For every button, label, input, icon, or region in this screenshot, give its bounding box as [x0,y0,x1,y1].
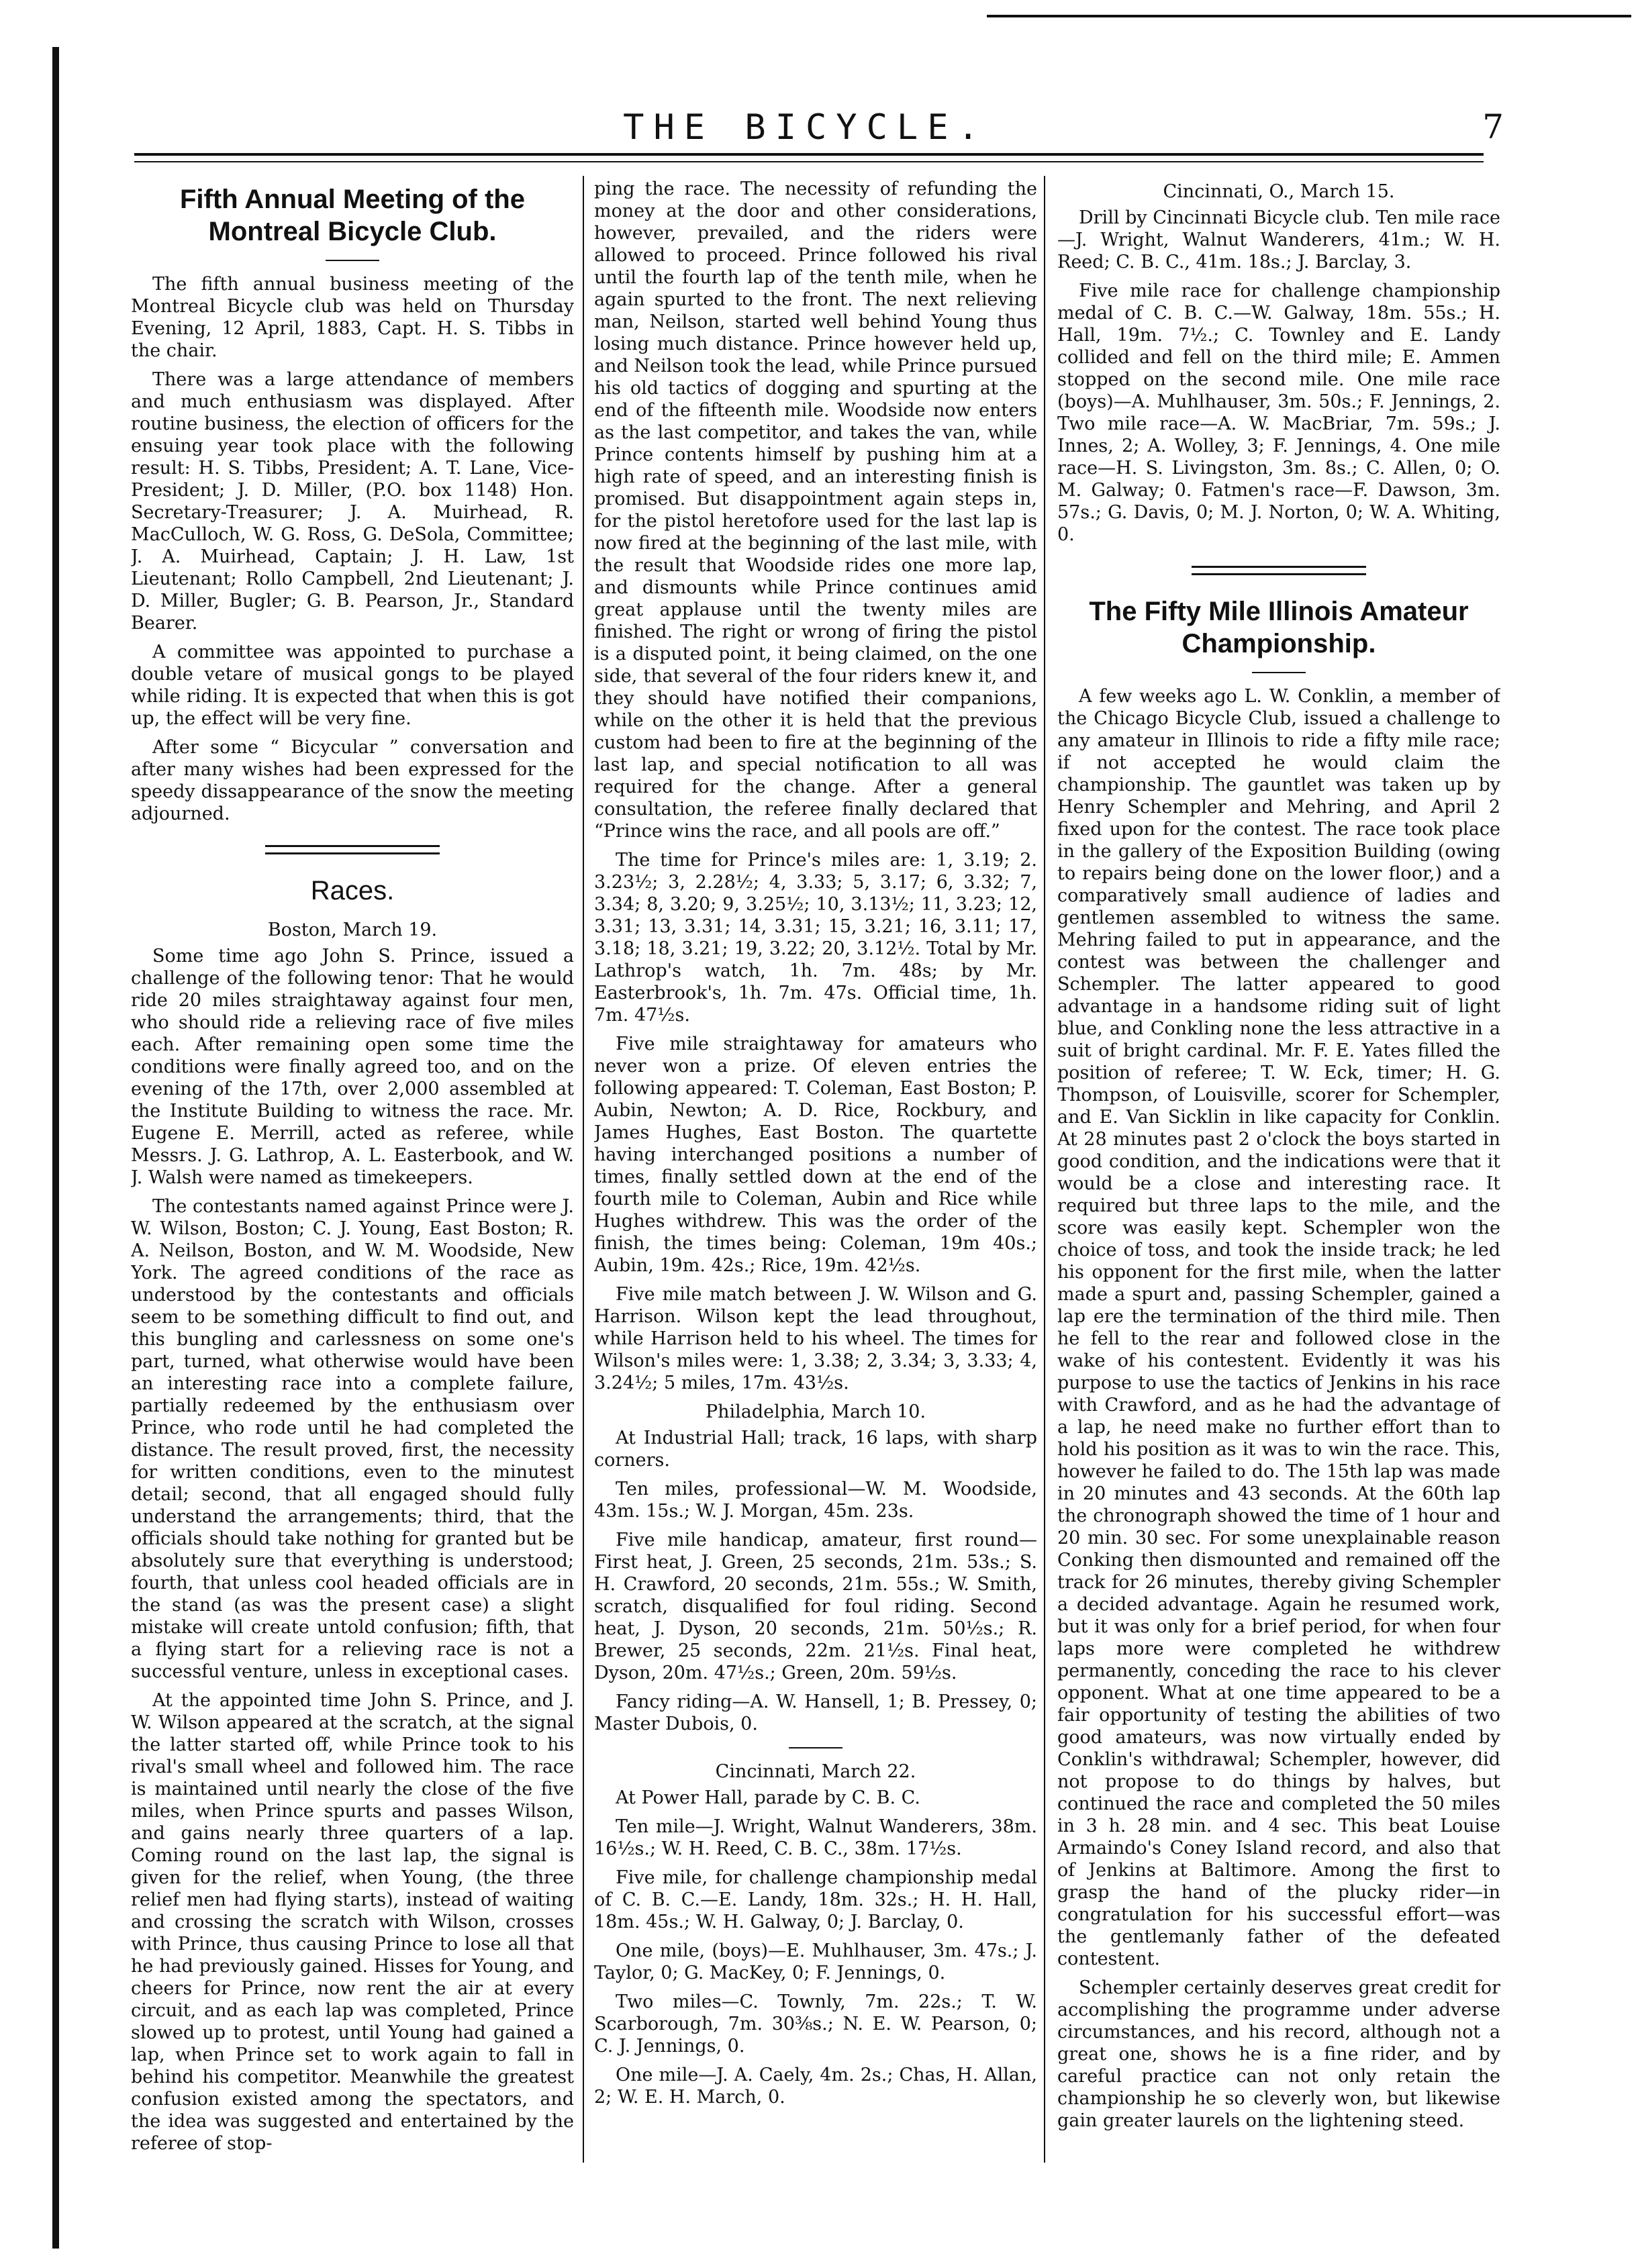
page-number: 7 [1482,107,1504,146]
paragraph: A committee was appointed to purchase a double vetare of musical gongs to be played while riding. It is expected that when this is got up, the effect will be very fine. [131,642,574,729]
section-separator [265,845,440,854]
column-2 [594,178,1037,2191]
section-separator [1192,566,1366,575]
short-rule [326,260,379,261]
paragraph: Drill by Cincinnati Bicycle club. Ten mile race—J. Wright, Walnut Wanderers, 41m.; W. H. Reed; C. B. C., 41m. 18s.; J. Barclay, 3. [1057,207,1500,273]
paragraph: ping the race. The necessity of refunding the money at the door and other considerations, however, prevailed, and the riders were allowed to proceed. Prince followed his rival until the fourth lap of the tenth mile, when he again spurted to the front. The next relieving man, Neilson, started well behind Young thus losing much distance. Prince however held up, and Neilson took the lead, while Prince pursued his old tactics of dogging and spurting at the end of the fifteenth mile. Woodside now enters as the last competitor, and takes the van, while Prince contents himself by pushing him at a high rate of speed, and an interesting finish is promised. But disappointment again steps in, for the pistol heretofore used for the last lap is now fired at the beginning of the last mile, with the result that Woodside rides one more lap, and dismounts while Prince continues amid great applause until the twenty miles are finished. The right or wrong of firing the pistol is a disputed point, it being claimed, on the one side, that several of the four riders knew it, and they should have notified their companions, while on the other it is held that the previous custom had been to fire at the beginning of the last lap, and special notification to all was required for the change. After a general consultation, the referee finally declared that “Prince wins the race, and all pools are off.” [594,179,1037,842]
section-heading: Races. [310,876,395,905]
paragraph: At the appointed time John S. Prince, and J. W. Wilson appeared at the scratch, at the signal the latter started off, while Prince took to his rival's small wheel and followed him. The race is maintained until nearly the close of the five miles, when Prince spurts and passes Wilson, and gains nearly three quarters of a lap. Coming round on the last lap, the signal is given for the relief, when Young, (the three relief men had flying starts), instead of waiting and crossing the scratch with Wilson, crosses with Prince, thus causing Prince to lose all that he had previously gained. Hisses for Young, and cheers for Prince, now rent the air at every circuit, and as each lap was completed, Prince slowed up to protest, until Young had gained a lap, when Prince set to work again to fall in behind his competitor. Meanwhile the greatest confusion existed among the spectators, and the idea was suggested and entertained by the referee of stop- [131,1690,574,2154]
short-rule [1252,672,1306,673]
paragraph: At Power Hall, parade by C. B. C. [616,1787,920,1808]
article-heading: The Fifty Mile Illinois Amateur Championship. [1089,597,1469,658]
header-rule-thick [134,153,1484,156]
paragraph: Five mile straightaway for amateurs who never won a prize. Of eleven entries the following appeared: T. Coleman, East Boston; P. Aubin, Newton; A. D. Rice, Rockbury, and James Hughes, East Boston. The quartette having interchanged positions a number of times, finally settled down at the end of the fourth mile to Coleman, Aubin and Rice while Hughes withdrew. This was the order of the finish, the times being: Coleman, 19m 40s.; Aubin, 19m. 42s.; Rice, 19m. 42½s. [594,1034,1037,1276]
paragraph: Two miles—C. Townly, 7m. 22s.; T. W. Scarborough, 7m. 30⅜s.; N. E. W. Pearson, 0; C. J. Jennings, 0. [594,1991,1037,2057]
column-1 [131,178,574,2191]
paragraph: At Industrial Hall; track, 16 laps, with sharp corners. [594,1428,1037,1471]
column-rule-1 [583,176,584,2163]
paragraph: Five mile match between J. W. Wilson and G. Harrison. Wilson kept the lead throughout, while Harrison held to his wheel. The times for Wilson's miles were: 1, 3.38; 2, 3.34; 3, 3.33; 4, 3.24½; 5 miles, 17m. 43½s. [594,1284,1037,1393]
paragraph: Five mile, for challenge championship medal of C. B. C.—E. Landy, 18m. 32s.; H. H. Hall, 18m. 45s.; W. H. Galway, 0; J. Barclay, 0. [594,1867,1037,1932]
paragraph: A few weeks ago L. W. Conklin, a member of the Chicago Bicycle Club, issued a challenge to any amateur in Illinois to ride a fifty mile race; if not accepted he would claim the championship. The gauntlet was taken up by Henry Schempler and Mehring, and April 2 fixed upon for the contest. The race took place in the gallery of the Exposition Building (owing to repairs being done on the lower floor,) and a comparatively small audience of ladies and gentlemen assembled to witness the same. Mehring failed to put in appearance, and the contest was between the challenger and Schempler. The latter appeared to good advantage in a handsome riding suit of light blue, and Conkling none the less attractive in a suit of bright cardinal. Mr. F. E. Yates filled the position of referee; T. W. Eck, timer; H. G. Thompson, of Louisville, scorer for Schempler, and E. Van Sicklin in like capacity for Conklin. At 28 minutes past 2 o'clock the boys started in good condition, and the indications were that it would be a close and interesting race. It required but three laps to the mile, and the score was easily kept. Schempler won the choice of toss, and took the inside track; he led his opponent for the first mile, when the latter made a spurt and, passing Schempler, gained a lap ere the termination of the third mile. Then he fell to the rear and followed close in the wake of his contestent. Evidently it was his purpose to use the tactics of Jenkins in his race with Crawford, and as he had the advantage of a lap, he need make no further effort than to hold his position as it was to win the race. This, however he failed to do. The 15th lap was made in 20 minutes and 43 seconds. At the 60th lap the chronograph showed the time of 1 hour and 20 min. 30 sec. For some unexplainable reason Conking then dismounted and remained off the track for 26 minutes, thereby giving Schempler a decided advantage. Again he resumed work, but it was only for a brief period, for when four laps more were completed he withdrew permanently, conceding the race to his clever opponent. What at one time appeared to be a fair opportunity of testing the abilities of two good amateurs, was now virtually ended by Conklin's withdrawal; Schempler, however, did not propose to do things by halves, but continued the race and completed the 50 miles in 3 h. 28 min. and 4 sec. This beat Louise Armaindo's Coney Island record, and also that of Jenkins at Baltimore. Among the first to grasp the hand of the plucky rider—in congratulation for his successful effort—was the gentlemanly father of the defeated contestent. [1057,686,1500,1969]
paragraph: Schempler certainly deserves great credit for accomplishing the programme under adverse circumstances, and his record, although not a great one, shows he is a fine rider, and by careful practice can not only retain the championship he so cleverly won, but likewise gain greater laurels on the lightening steed. [1057,1977,1500,2131]
page-header [134,107,1504,148]
paragraph: The fifth annual business meeting of the Montreal Bicycle club was held on Thursday Evening, 12 April, 1883, Capt. H. S. Tibbs in the chair. [131,274,574,361]
article-heading: Fifth Annual Meeting of the Montreal Bicycle Club. [179,185,525,246]
column-3 [1057,178,1500,2191]
paragraph: Fancy riding—A. W. Hansell, 1; B. Pressey, 0; Master Dubois, 0. [594,1691,1037,1734]
paragraph: Ten miles, professional—W. M. Woodside, 43m. 15s.; W. J. Morgan, 45m. 23s. [594,1479,1037,1522]
paragraph: After some “ Bicycular ” conversation and after many wishes had been expressed for the speedy dissappearance of the snow the meeting adjourned. [131,737,574,824]
top-rule [987,15,1631,17]
paragraph: Some time ago John S. Prince, issued a challenge of the following tenor: That he would ride 20 miles straightaway against four men, who should ride a relieving race of five miles each. After remaining open some time the conditions were finally agreed too, and on the evening of the 17th, over 2,000 assembled at the Institute Building to witness the race. Mr. Eugene E. Merrill, acted as referee, while Messrs. J. G. Lathrop, A. L. Easterbook, and W. J. Walsh were named as timekeepers. [131,946,574,1188]
paragraph: One mile—J. A. Caely, 4m. 2s.; Chas, H. Allan, 2; W. E. H. March, 0. [594,2065,1037,2108]
masthead-title: THE BICYCLE. [623,107,988,148]
dateline: Philadelphia, March 10. [705,1401,926,1422]
short-rule [789,1747,842,1748]
header-rule-thin [134,161,1484,162]
dateline: Cincinnati, March 22. [715,1761,916,1782]
paragraph: Ten mile—J. Wright, Walnut Wanderers, 38m. 16½s.; W. H. Reed, C. B. C., 38m. 17½s. [594,1816,1037,1859]
paragraph: Five mile race for challenge championship medal of C. B. C.—W. Galway, 18m. 55s.; H. Hall, 19m. 7½.; C. Townley and E. Landy collided and fell on the third mile; E. Ammen stopped on the second mile. One mile race (boys)—A. Muhlhauser, 3m. 50s.; F. Jennings, 2. Two mile race—A. W. MacBriar, 7m. 59s.; J. Innes, 2; A. Wolley, 3; F. Jennings, 4. One mile race—H. S. Livingston, 3m. 8s.; C. Allen, 0; O. M. Galway; 0. Fatmen's race—F. Dawson, 3m. 57s.; G. Davis, 0; M. J. Norton, 0; W. A. Whiting, 0. [1057,281,1500,545]
paragraph: One mile, (boys)—E. Muhlhauser, 3m. 47s.; J. Taylor, 0; G. MacKey, 0; F. Jennings, 0. [594,1940,1037,1983]
column-rule-2 [1044,176,1045,2163]
dateline: Cincinnati, O., March 15. [1163,181,1395,202]
binding-edge [52,47,59,2249]
paragraph: Five mile handicap, amateur, first round—First heat, J. Green, 25 seconds, 21m. 53s.; S. H. Crawford, 20 seconds, 21m. 55s.; W. Smith, scratch, disqualified for foul riding. Second heat, J. Dyson, 20 seconds, 21m. 50½s.; R. Brewer, 25 seconds, 22m. 21½s. Final heat, Dyson, 20m. 47½s.; Green, 20m. 59½s. [594,1530,1037,1683]
paragraph: The contestants named against Prince were J. W. Wilson, Boston; C. J. Young, East Boston; R. A. Neilson, Boston, and W. M. Woodside, New York. The agreed conditions of the race as understood by the contestants and officials seem to be something difficult to find out, and this bungling and carlessness on some one's part, turned, what otherwise would have been an interesting race into a complete failure, partially redeemed by the enthusiasm over Prince, who rode until he had completed the distance. The result proved, first, the necessity for written conditions, even to the minutest detail; second, that all engaged should fully understand the arrangements; third, that the officials should take nothing for granted but be absolutely sure that everything is understood; fourth, that unless cool headed officials are in the stand (as was the present case) a slight mistake will create untold confusion; fifth, that a flying start for a relieving race is not a successful venture, unless in exceptional cases. [131,1196,574,1682]
paragraph: There was a large attendance of members and much enthusiasm was displayed. After routine business, the election of officers for the ensuing year took place with the following result: H. S. Tibbs, President; A. T. Lane, Vice-President; J. D. Miller, (P.O. box 1148) Hon. Secretary-Treasurer; J. A. Muirhead, R. MacCulloch, W. G. Ross, G. DeSola, Committee; J. A. Muirhead, Captain; J. H. Law, 1st Lieutenant; Rollo Campbell, 2nd Lieutenant; J. D. Miller, Bugler; G. B. Pearson, Jr., Standard Bearer. [131,369,574,634]
dateline: Boston, March 19. [267,920,438,940]
paragraph: The time for Prince's miles are: 1, 3.19; 2. 3.23½; 3, 2.28½; 4, 3.33; 5, 3.17; 6, 3.32; 7, 3.34; 8, 3.20; 9, 3.25½; 10, 3.13½; 11, 3.23; 12, 3.31; 13, 3.31; 14, 3.31; 15, 3.21; 16, 3.11; 17, 3.18; 18, 3.21; 19, 3.22; 20, 3.12½. Total by Mr. Lathrop's watch, 1h. 7m. 48s; by Mr. Easterbrook's, 1h. 7m. 47s. Official time, 1h. 7m. 47½s. [594,850,1037,1026]
